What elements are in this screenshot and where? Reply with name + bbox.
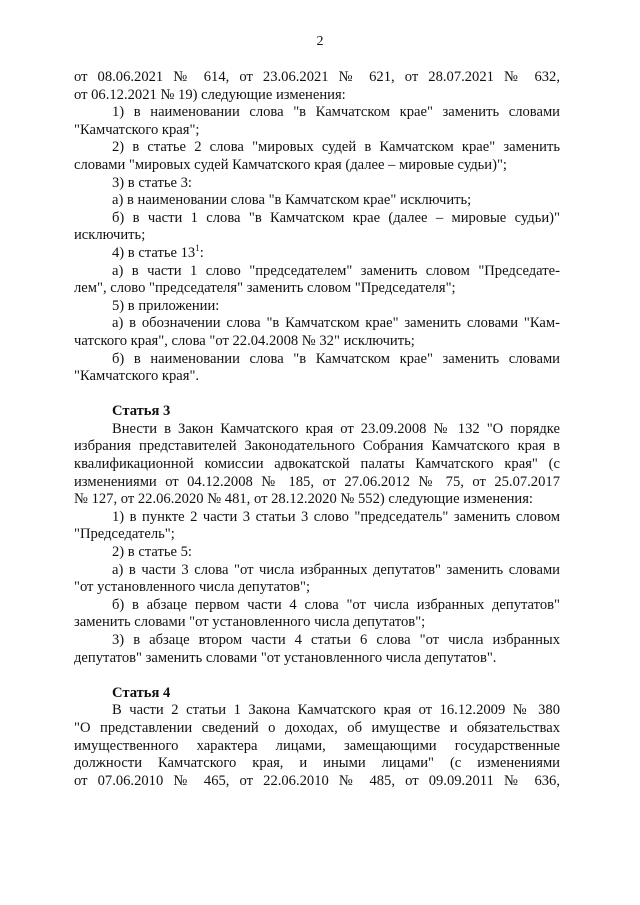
document-body xyxy=(74,69,560,790)
text-line: а) в наименовании слова "в Камчатском крае" исключить; xyxy=(112,192,472,209)
text-line: "О представлении сведений о доходах, об имуществе и обязательствах xyxy=(74,719,560,736)
article-3-body xyxy=(74,421,560,667)
heading-article-3: Статья 3 xyxy=(112,403,171,420)
amendments-block-article2 xyxy=(74,69,560,245)
text-line: "Камчатского края". xyxy=(74,368,200,385)
text-line: словами "мировых судей Камчатского края (далее – мировые судьи)"; xyxy=(74,156,507,173)
text-line: б) в абзаце первом части 4 слова "от числа избранных депутатов" xyxy=(112,596,560,613)
text-line: исключить; xyxy=(74,227,146,244)
text-line: а) в части 3 слова "от числа избранных депутатов" заменить словами xyxy=(112,561,560,578)
text-line: от 06.12.2021 № 19) следующие изменения: xyxy=(74,86,346,103)
heading-article-4: Статья 4 xyxy=(112,684,171,701)
spacer xyxy=(74,386,560,404)
amendments-block-article2-continued xyxy=(74,263,560,386)
article13-suffix: : xyxy=(199,244,204,261)
text-line: 3) в статье 3: xyxy=(112,174,192,191)
text-line: Внести в Закон Камчатского края от 23.09.2008 № 132 "О порядке xyxy=(112,420,560,437)
text-line: а) в обозначении слова "в Камчатском крае" заменить словами "Кам- xyxy=(112,315,560,332)
text-line: заменить словами "от установленного числа депутатов"; xyxy=(74,614,426,631)
text-line: "Камчатского края"; xyxy=(74,121,200,138)
text-line: изменениями от 04.12.2008 № 185, от 27.06.2012 № 75, от 25.07.2017 xyxy=(74,473,560,490)
text-line: от 07.06.2010 № 465, от 22.06.2010 № 485, от 09.09.2011 № 636, xyxy=(74,772,560,789)
page-number: 2 xyxy=(316,34,324,49)
text-line: от 08.06.2021 № 614, от 23.06.2021 № 621, от 28.07.2021 № 632, xyxy=(74,69,560,85)
article13-superscript: 1 xyxy=(195,243,200,254)
text-line: 5) в приложении: xyxy=(112,297,220,314)
text-line: № 127, от 22.06.2020 № 481, от 28.12.2020 № 552) следующие изменения: xyxy=(74,491,533,508)
text-line: чатского края", слова "от 22.04.2008 № 32" исключить; xyxy=(74,332,415,349)
text-line: "от установленного числа депутатов"; xyxy=(74,579,311,596)
text-line: 3) в абзаце втором части 4 статьи 6 слова "от числа избранных xyxy=(112,632,560,648)
paragraph-article-13-1 xyxy=(74,245,560,263)
text-line: лем", слово "председателя" заменить словом "Председателя"; xyxy=(74,280,456,297)
text-line: 2) в статье 5: xyxy=(112,544,192,561)
text-line: имущественного характера лицами, замещающими государственные xyxy=(74,737,560,754)
text-line: избрания представителей Законодательного Собрания Камчатского края в xyxy=(74,438,560,455)
text-line: б) в наименовании слова "в Камчатском крае" заменить словами xyxy=(112,350,560,367)
text-line: квалификационной комиссии адвокатской палаты Камчатского края" (с xyxy=(74,456,560,473)
text-line: В части 2 статьи 1 Закона Камчатского края от 16.12.2009 № 380 xyxy=(112,702,560,719)
text-line: б) в части 1 слова "в Камчатском крае (далее – мировые судьи)" xyxy=(112,209,560,226)
spacer xyxy=(74,667,560,685)
text-line: 2) в статье 2 слова "мировых судей в Камчатском крае" заменить xyxy=(112,139,560,156)
text-line: 1) в наименовании слова "в Камчатском крае" заменить словами xyxy=(112,104,560,121)
text-line: депутатов" заменить словами "от установленного числа депутатов". xyxy=(74,649,497,666)
text-line: "Председатель"; xyxy=(74,526,175,543)
text-line: должности Камчатского края, и иными лицами" (с изменениями xyxy=(74,755,560,772)
article13-label: 4) в статье 13 xyxy=(112,244,196,261)
article-4-body xyxy=(74,702,560,790)
text-line: 1) в пункте 2 части 3 статьи 3 слово "председатель" заменить словом xyxy=(112,508,560,525)
text-line: а) в части 1 слово "председателем" заменить словом "Председате- xyxy=(112,262,560,279)
